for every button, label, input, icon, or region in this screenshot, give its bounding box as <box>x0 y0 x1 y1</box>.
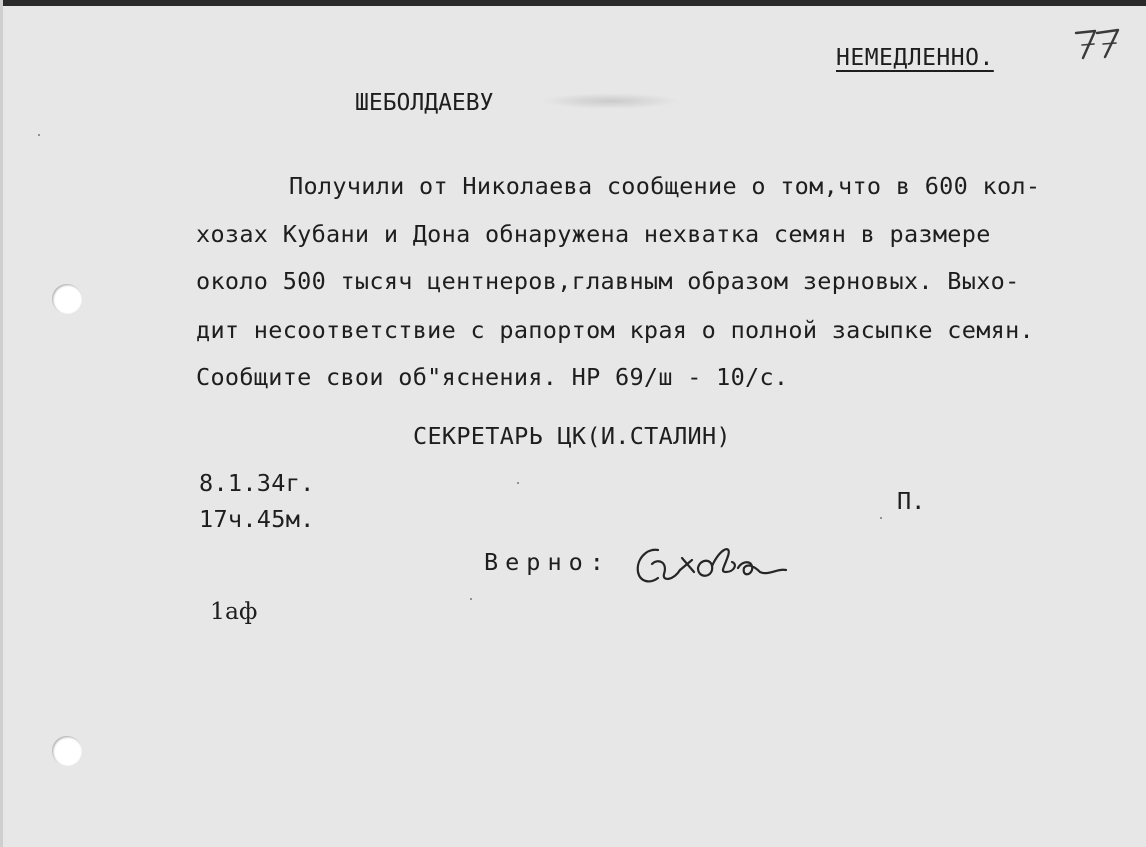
copy-code: 1аф <box>210 597 258 625</box>
message-line: около 500 тысяч центнеров,главным образом зерновых. Выхо- <box>196 267 1020 295</box>
verified-label: Верно: <box>484 548 611 576</box>
scan-top-edge <box>0 0 1146 6</box>
message-line: дит несоответствие с рапортом края о полной засыпке семян. <box>196 316 1034 344</box>
registry-mark: П. <box>897 487 926 515</box>
dispatch-time: 17ч.45м. <box>199 505 315 533</box>
message-line: Сообщите свои об"яснения. НР 69/ш - 10/с. <box>196 363 789 391</box>
ink-smudge <box>540 93 680 109</box>
punch-hole <box>52 736 82 766</box>
punch-hole <box>52 284 82 314</box>
urgency-marker: НЕМЕДЛЕННО. <box>836 45 994 71</box>
handwritten-page-number <box>1073 24 1123 62</box>
paper-speck <box>470 598 472 600</box>
paper-speck <box>880 517 882 519</box>
dispatch-date: 8.1.34г. <box>199 469 315 497</box>
message-line: хозах Кубани и Дона обнаружена нехватка семян в размере <box>196 220 991 248</box>
paper-speck <box>38 134 40 136</box>
handwritten-verifier-signature <box>628 538 798 596</box>
scan-left-edge <box>0 0 3 847</box>
paper-speck <box>517 482 519 484</box>
addressee: ШЕБОЛДАЕВУ <box>355 90 494 116</box>
sender-signature: СЕКРЕТАРЬ ЦК(И.СТАЛИН) <box>413 422 731 450</box>
message-line: Получили от Николаева сообщение о том,что в 600 кол- <box>289 172 1041 200</box>
